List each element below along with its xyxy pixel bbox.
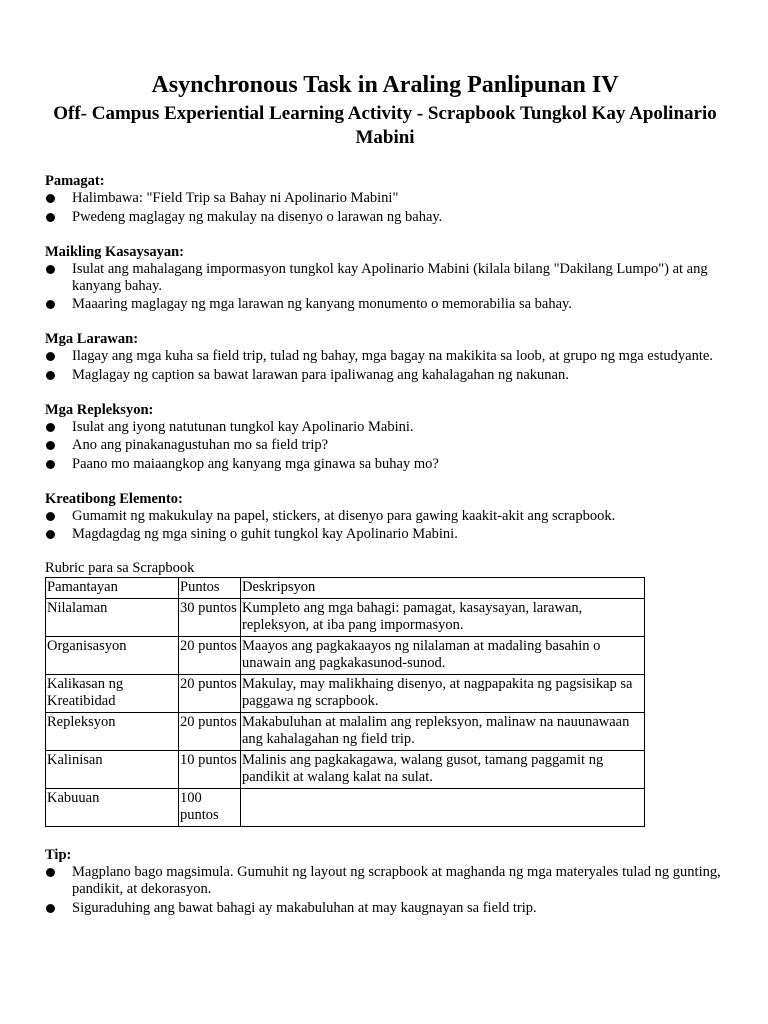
section-repleksyon — [45, 401, 725, 473]
list-item: Isulat ang mahalagang impormasyon tungkol kay Apolinario Mabini (kilala bilang "Dakilang Lumpo") at ang kanyang bahay. — [45, 261, 725, 295]
table-cell: Organisasyon — [46, 637, 179, 675]
list-item: Ano ang pinakanagustuhan mo sa field trip? — [45, 437, 725, 454]
table-cell: Kumpleto ang mga bahagi: pamagat, kasaysayan, larawan, repleksyon, at iba pang impormasyon. — [241, 599, 645, 637]
table-cell: 20 puntos — [179, 713, 241, 751]
section-heading: Mga Larawan: — [45, 331, 139, 347]
table-row — [46, 675, 645, 713]
list-item: Pwedeng maglagay ng makulay na disenyo o larawan ng bahay. — [45, 209, 725, 226]
table-row — [46, 599, 645, 637]
bullet-list — [45, 419, 725, 473]
section-tip — [45, 846, 725, 917]
table-cell: Makabuluhan at malalim ang repleksyon, malinaw na nauunawaan ang kahalagahan ng field trip. — [241, 713, 645, 751]
document-page — [45, 70, 725, 918]
bullet-icon — [46, 441, 55, 450]
table-cell: Repleksyon — [46, 713, 179, 751]
table-cell: Kalikasan ng Kreatibidad — [46, 675, 179, 713]
list-item: Maglagay ng caption sa bawat larawan para ipaliwanag ang kahalagahan ng nakunan. — [45, 367, 725, 384]
bullet-icon — [46, 423, 55, 432]
bullet-list — [45, 261, 725, 314]
section-kreatibong-elemento — [45, 490, 725, 544]
bullet-icon — [46, 512, 55, 521]
rubric-table — [45, 577, 645, 827]
bullet-icon — [46, 371, 55, 380]
page-subtitle: Off- Campus Experiential Learning Activity - Scrapbook Tungkol Kay Apolinario Mabini — [53, 103, 717, 148]
bullet-icon — [46, 460, 55, 469]
bullet-icon — [46, 530, 55, 539]
table-cell: Nilalaman — [46, 599, 179, 637]
bullet-icon — [46, 300, 55, 309]
table-cell: 100 puntos — [179, 789, 241, 827]
table-cell: Makulay, may malikhaing disenyo, at nagpapakita ng pagsisikap sa paggawa ng scrapbook. — [241, 675, 645, 713]
bullet-icon — [46, 265, 55, 274]
list-item: Ilagay ang mga kuha sa field trip, tulad ng bahay, mga bagay na makikita sa loob, at grupo ng mga estudyante. — [45, 348, 725, 365]
table-cell: Kabuuan — [46, 789, 179, 827]
bullet-list — [45, 190, 725, 226]
bullet-icon — [46, 904, 55, 913]
table-cell: Malinis ang pagkakagawa, walang gusot, tamang paggamit ng pandikit at walang kalat na sulat. — [241, 751, 645, 789]
section-heading: Tip: — [45, 847, 72, 863]
bullet-list — [45, 348, 725, 384]
table-cell: 30 puntos — [179, 599, 241, 637]
column-header: Puntos — [179, 578, 241, 599]
section-pamagat — [45, 172, 725, 226]
bullet-icon — [46, 213, 55, 222]
section-heading: Pamagat: — [45, 173, 105, 189]
table-row — [46, 751, 645, 789]
table-cell: 20 puntos — [179, 637, 241, 675]
section-larawan — [45, 330, 725, 384]
bullet-list — [45, 508, 725, 544]
table-cell: Maayos ang pagkakaayos ng nilalaman at madaling basahin o unawain ang pagkakasunod-sunod. — [241, 637, 645, 675]
section-heading: Mga Repleksyon: — [45, 401, 154, 418]
page-title: Asynchronous Task in Araling Panlipunan IV — [151, 72, 619, 98]
table-cell: Kalinisan — [46, 751, 179, 789]
rubric-section — [45, 560, 725, 827]
bullet-icon — [46, 352, 55, 361]
table-cell: 20 puntos — [179, 675, 241, 713]
list-item: Halimbawa: "Field Trip sa Bahay ni Apolinario Mabini" — [45, 190, 725, 207]
table-cell: 10 puntos — [179, 751, 241, 789]
list-item: Maaaring maglagay ng mga larawan ng kanyang monumento o memorabilia sa bahay. — [45, 296, 725, 313]
bullet-icon — [46, 868, 55, 877]
section-kasaysayan — [45, 243, 725, 314]
list-item: Paano mo maiaangkop ang kanyang mga ginawa sa buhay mo? — [45, 456, 725, 473]
list-item: Isulat ang iyong natutunan tungkol kay Apolinario Mabini. — [45, 419, 725, 436]
list-item: Siguraduhing ang bawat bahagi ay makabuluhan at may kaugnayan sa field trip. — [45, 900, 725, 917]
list-item: Magdagdag ng mga sining o guhit tungkol kay Apolinario Mabini. — [45, 526, 725, 543]
bullet-list — [45, 864, 725, 917]
section-heading: Kreatibong Elemento: — [45, 490, 183, 507]
table-row — [46, 637, 645, 675]
column-header: Deskripsyon — [241, 578, 645, 599]
rubric-caption: Rubric para sa Scrapbook — [45, 560, 195, 576]
section-heading: Maikling Kasaysayan: — [45, 243, 184, 260]
bullet-icon — [46, 194, 55, 203]
table-cell — [241, 789, 645, 827]
table-row — [46, 713, 645, 751]
table-row — [46, 789, 645, 827]
column-header: Pamantayan — [46, 578, 179, 599]
list-item: Magplano bago magsimula. Gumuhit ng layout ng scrapbook at maghanda ng mga materyales tulad ng gunting, pandikit, at dekorasyon. — [45, 864, 725, 898]
list-item: Gumamit ng makukulay na papel, stickers, at disenyo para gawing kaakit-akit ang scrapbook. — [45, 508, 725, 525]
table-header-row — [46, 578, 645, 599]
